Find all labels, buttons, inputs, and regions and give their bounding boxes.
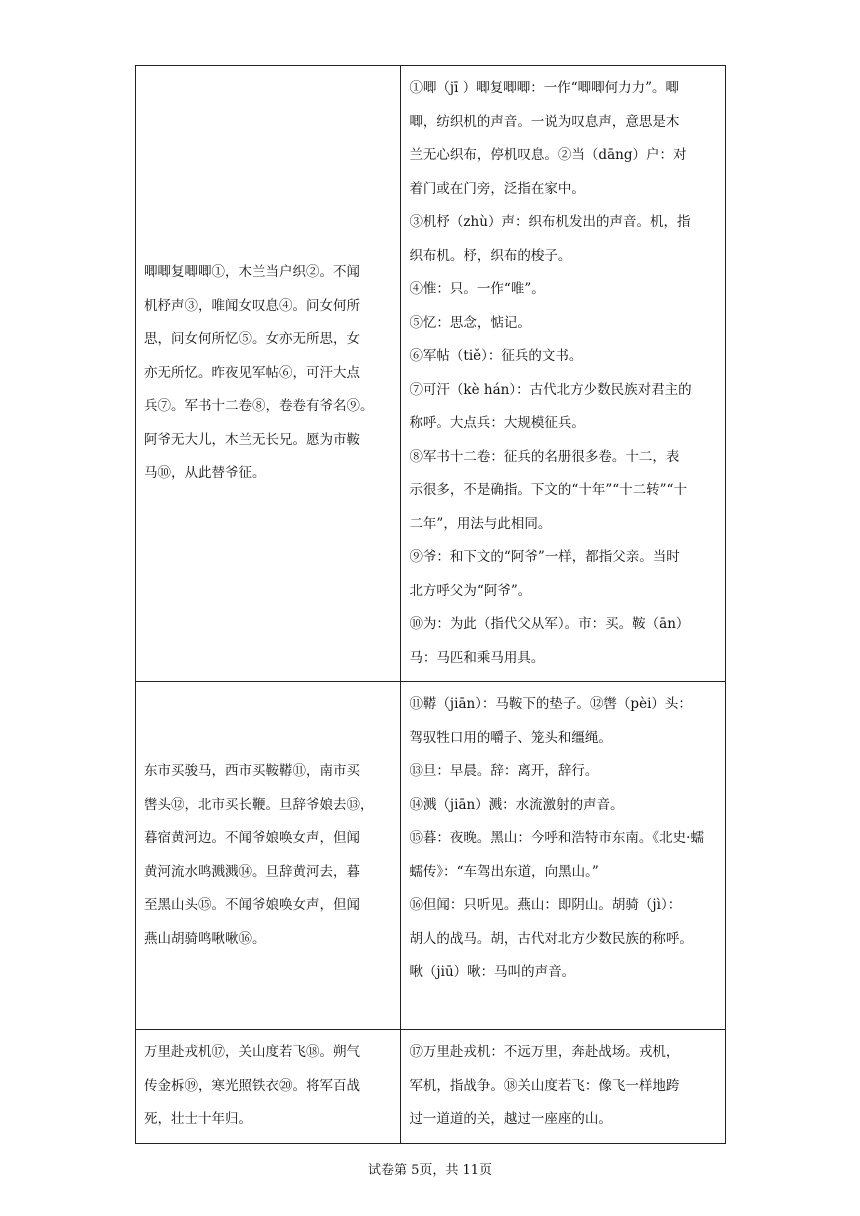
annotation-line: 唧，纺织机的声音。一说为叹息声，意思是木 — [409, 113, 680, 130]
text-line: 万里赴戎机⑰，关山度若飞⑱。朔气 — [144, 1044, 360, 1060]
text-line: 马⑩，从此替爷征。 — [144, 465, 266, 482]
annotation-cell — [401, 1030, 726, 1144]
annotation-line: 蠕传》：“车驾出东道，向黑山。” — [409, 863, 599, 880]
annotation-line: 着门或在门旁，泛指在家中。 — [409, 180, 585, 197]
annotation-table — [135, 65, 726, 1144]
text-line: 传金柝⑲，寒光照铁衣⑳。将军百战 — [144, 1077, 360, 1094]
annotation-cell — [401, 682, 726, 1030]
annotation-line: 啾（jiū）啾：马叫的声音。 — [409, 964, 576, 980]
original-text-cell — [136, 682, 401, 1030]
text-line: 兵⑦。军书十二卷⑧，卷卷有爷名⑨。 — [144, 398, 374, 415]
annotation-line: 二年”，用法与此相同。 — [409, 515, 552, 532]
annotation-line: 织布机。杼，织布的梭子。 — [409, 247, 572, 264]
annotation-line: 马：马匹和乘马用具。 — [409, 649, 545, 666]
annotation-line: ⑦可汗（kè hán）：古代北方少数民族对君主的 — [409, 381, 692, 398]
table-row — [136, 682, 726, 1030]
annotation-line — [409, 990, 717, 1024]
table-row — [136, 1030, 726, 1144]
annotation-line: 兰无心织布，停机叹息。②当（dāng）户：对 — [409, 147, 687, 163]
annotation-line: 称呼。大点兵：大规模征兵。 — [409, 415, 585, 431]
text-line: 东市买骏马，西市买鞍鞯⑪，南市买 — [144, 763, 360, 779]
text-line: 唧唧复唧唧①，木兰当户织②。不闻 — [144, 264, 360, 281]
text-line: 机杼声③，唯闻女叹息④。问女何所 — [144, 297, 360, 314]
annotation-line: ⑬旦：早晨。辞：离开，辞行。 — [409, 763, 599, 779]
text-line: 死，壮士十年归。 — [144, 1111, 252, 1127]
annotation-line: ⑤忆：思念，惦记。 — [409, 314, 531, 331]
annotation-line: 胡人的战马。胡，古代对北方少数民族的称呼。 — [409, 930, 693, 947]
text-line: 燕山胡骑鸣啾啾⑯。 — [144, 930, 266, 947]
annotation-line: ④惟：只。一作“唯”。 — [409, 281, 545, 297]
text-line: 亦无所忆。昨夜见军帖⑥，可汗大点 — [144, 364, 360, 381]
annotation-line: ⑭溅（jiān）溅：水流激射的声音。 — [409, 796, 624, 813]
annotation-line: ⑧军书十二卷：征兵的名册很多卷。十二，表 — [409, 448, 680, 465]
original-text-cell — [136, 66, 401, 682]
text-line: 阿爷无大儿，木兰无长兄。愿为市鞍 — [144, 431, 360, 448]
annotation-line: ⑯但闻：只听见。燕山：即阴山。胡骑（jì）： — [409, 897, 682, 913]
annotation-line: ⑥军帖（tiě）：征兵的文书。 — [409, 348, 583, 364]
annotation-line: 驾驭牲口用的嚼子、笼头和缰绳。 — [409, 729, 612, 746]
annotation-line: 过一道道的关，越过一座座的山。 — [409, 1111, 612, 1127]
text-line: 辔头⑫，北市买长鞭。旦辞爷娘去⑬， — [144, 796, 374, 813]
table-row — [136, 66, 726, 682]
annotation-line: 示很多，不是确指。下文的“十年”“十二转”“十 — [409, 482, 687, 498]
annotation-cell — [401, 66, 726, 682]
annotation-line: ⑪鞯（jiān）：马鞍下的垫子。⑫辔（pèi）头： — [409, 696, 692, 712]
annotation-line: ⑩为：为此（指代父从军）。市：买。鞍（ān） — [409, 616, 690, 632]
annotation-line: ①唧（jī ）唧复唧唧：一作“唧唧何力力”。唧 — [409, 80, 680, 96]
text-line: 黄河流水鸣溅溅⑭。旦辞黄河去，暮 — [144, 863, 360, 880]
annotation-line: ⑨爷：和下文的“阿爷”一样，都指父亲。当时 — [409, 549, 680, 565]
annotation-line: ⑰万里赴戎机：不远万里，奔赴战场。戎机， — [409, 1044, 680, 1060]
original-text-cell — [136, 1030, 401, 1144]
annotation-line: 军机，指战争。⑱关山度若飞：像飞一样地跨 — [409, 1077, 680, 1094]
annotation-line: ⑮暮：夜晚。黑山：今呼和浩特市东南。《北史·蠕 — [409, 830, 704, 846]
page-footer: 试卷第 5页，共 11页 — [367, 1163, 493, 1178]
annotation-line: 北方呼父为“阿爷”。 — [409, 582, 532, 599]
text-line: 至黑山头⑮。不闻爷娘唤女声，但闻 — [144, 897, 360, 913]
annotation-line: ③机杼（zhù）声：织布机发出的声音。机，指 — [409, 214, 691, 230]
text-line: 暮宿黄河边。不闻爷娘唤女声，但闻 — [144, 830, 360, 846]
text-line: 思，问女何所忆⑤。女亦无所思，女 — [144, 331, 360, 348]
